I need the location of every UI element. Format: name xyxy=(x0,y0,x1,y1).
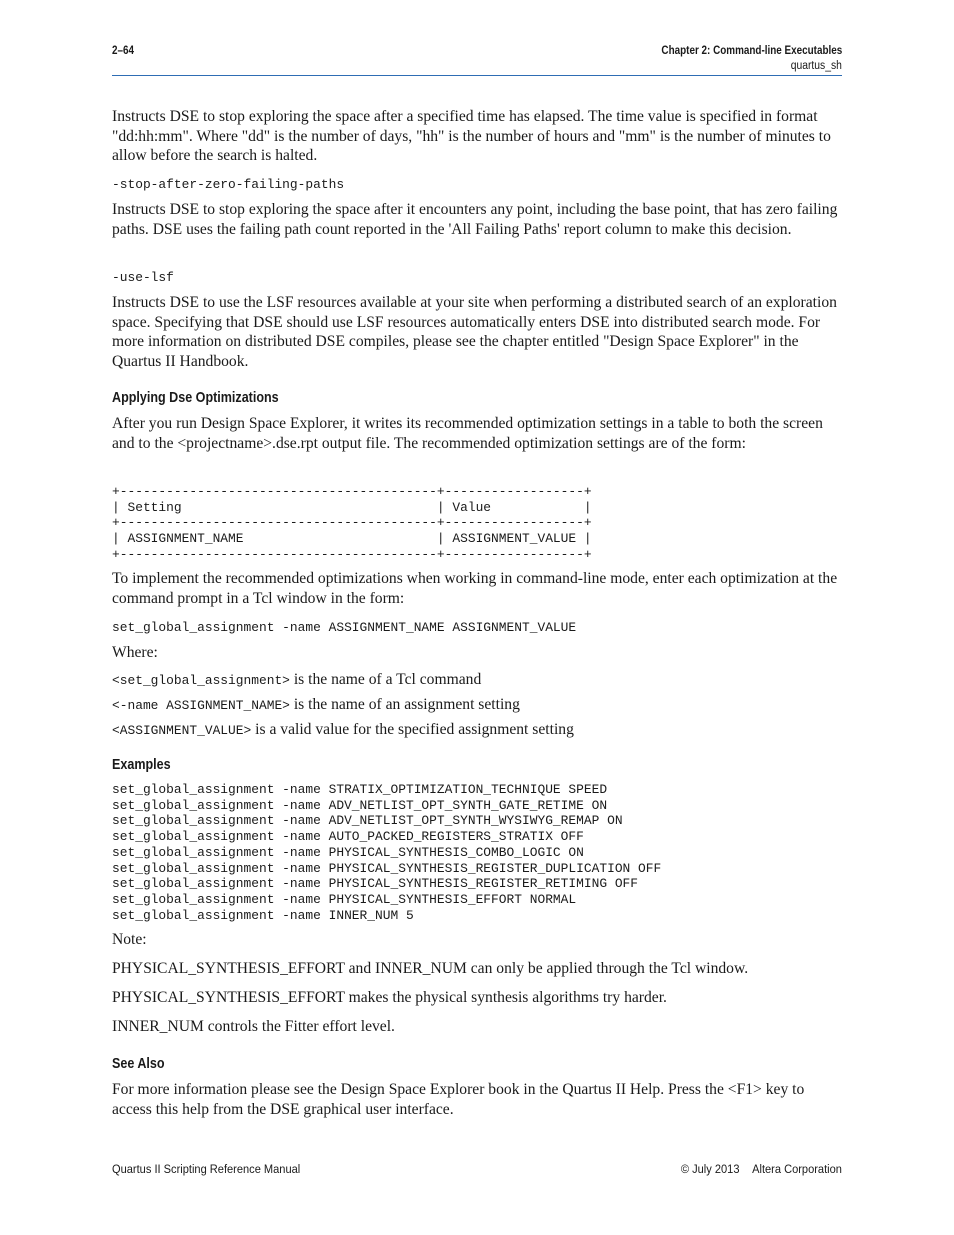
command-form: set_global_assignment -name ASSIGNMENT_NAME ASSIGNMENT_VALUE xyxy=(112,620,577,635)
note-paragraph-1: PHYSICAL_SYNTHESIS_EFFORT and INNER_NUM can only be applied through the Tcl window. xyxy=(112,960,749,977)
paragraph-implement: To implement the recommended optimizations when working in command-line mode, enter each optimization at the command prompt in a Tcl window in the form: xyxy=(112,570,838,607)
footer-copyright xyxy=(681,1162,842,1177)
definition-term: <ASSIGNMENT_VALUE> xyxy=(112,723,252,738)
definition-desc: is the name of a Tcl command xyxy=(289,671,482,688)
heading-examples: Examples xyxy=(112,757,171,773)
page-number: 2–64 xyxy=(112,45,135,57)
heading-see-also: See Also xyxy=(112,1056,165,1072)
paragraph-stop-after-time: Instructs DSE to stop exploring the space after a specified time has elapsed. The time value is specified in format "dd:hh:mm". Where "dd" is the number of days, "hh" is the number of hours and "mm" is the number of minutes to allow before the search is halted. xyxy=(112,108,831,164)
section-name: quartus_sh xyxy=(790,60,842,72)
definition-desc: is a valid value for the specified assignment setting xyxy=(251,721,574,738)
paragraph-use-lsf: Instructs DSE to use the LSF resources available at your site when performing a distributed search of an exploration space. Specifying that DSE should use LSF resources automatically enters DSE into distributed search mode. For more information on distributed DSE compiles, please see the chapter entitled "Design Space Explorer" in the Quartus II Handbook. xyxy=(112,294,837,370)
paragraph-see-also: For more information please see the Design Space Explorer book in the Quartus II Help. Press the <F1> key to access this help from the DSE graphical user interface. xyxy=(112,1081,805,1118)
option-use-lsf: -use-lsf xyxy=(112,270,174,285)
option-stop-after-zero-failing-paths: -stop-after-zero-failing-paths xyxy=(112,177,345,192)
note-label: Note: xyxy=(112,931,147,948)
definition-desc: is the name of an assignment setting xyxy=(289,696,520,713)
settings-table-block: +-----------------------------------------+------------------+ | Setting | Value | +-----------------------------------------+------------------+ | ASSIGNMENT_NAME | ASSIGNMENT_VALUE | +-----------------------------------------+------------------+ xyxy=(112,484,592,562)
paragraph-stop-zero: Instructs DSE to stop exploring the space after it encounters any point, including the base point, that has zero failing paths. DSE uses the failing path count reported in the 'All Failing Paths' report column to make this decision. xyxy=(112,201,838,238)
examples-code-block: set_global_assignment -name STRATIX_OPTIMIZATION_TECHNIQUE SPEED set_global_assignment -name ADV_NETLIST_OPT_SYNTH_GATE_RETIME ON set_global_assignment -name ADV_NETLIST_OPT_SYNTH_WYSIWYG_REMAP ON set_global_assignment -name AUTO_PACKED_REGISTERS_STRATIX OFF set_global_assignment -name PHYSICAL_SYNTHESIS_COMBO_LOGIC ON set_global_assignment -name PHYSICAL_SYNTHESIS_REGISTER_DUPLICATION OFF set_global_assignment -name PHYSICAL_SYNTHESIS_REGISTER_RETIMING OFF set_global_assignment -name PHYSICAL_SYNTHESIS_EFFORT NORMAL set_global_assignment -name INNER_NUM 5 xyxy=(112,782,662,923)
definition-term: <set_global_assignment> xyxy=(112,673,290,688)
definition-row xyxy=(112,695,520,715)
definition-row xyxy=(112,670,481,690)
footer-date: © July 2013 xyxy=(680,1162,740,1176)
chapter-title: Chapter 2: Command-line Executables xyxy=(661,45,842,57)
where-label: Where: xyxy=(112,644,158,661)
header-rule xyxy=(112,75,842,76)
paragraph-applying: After you run Design Space Explorer, it writes its recommended optimization settings in a table to both the screen and to the <projectname>.dse.rpt output file. The recommended optimization settings are of the form: xyxy=(112,415,823,452)
definition-row xyxy=(112,720,574,740)
note-paragraph-2: PHYSICAL_SYNTHESIS_EFFORT makes the physical synthesis algorithms try harder. xyxy=(112,989,667,1006)
note-paragraph-3: INNER_NUM controls the Fitter effort level. xyxy=(112,1018,395,1035)
heading-applying-dse-optimizations: Applying Dse Optimizations xyxy=(112,390,279,406)
footer-company: Altera Corporation xyxy=(752,1162,842,1176)
footer-manual-title: Quartus II Scripting Reference Manual xyxy=(112,1162,301,1176)
definition-term: <-name ASSIGNMENT_NAME> xyxy=(112,698,290,713)
